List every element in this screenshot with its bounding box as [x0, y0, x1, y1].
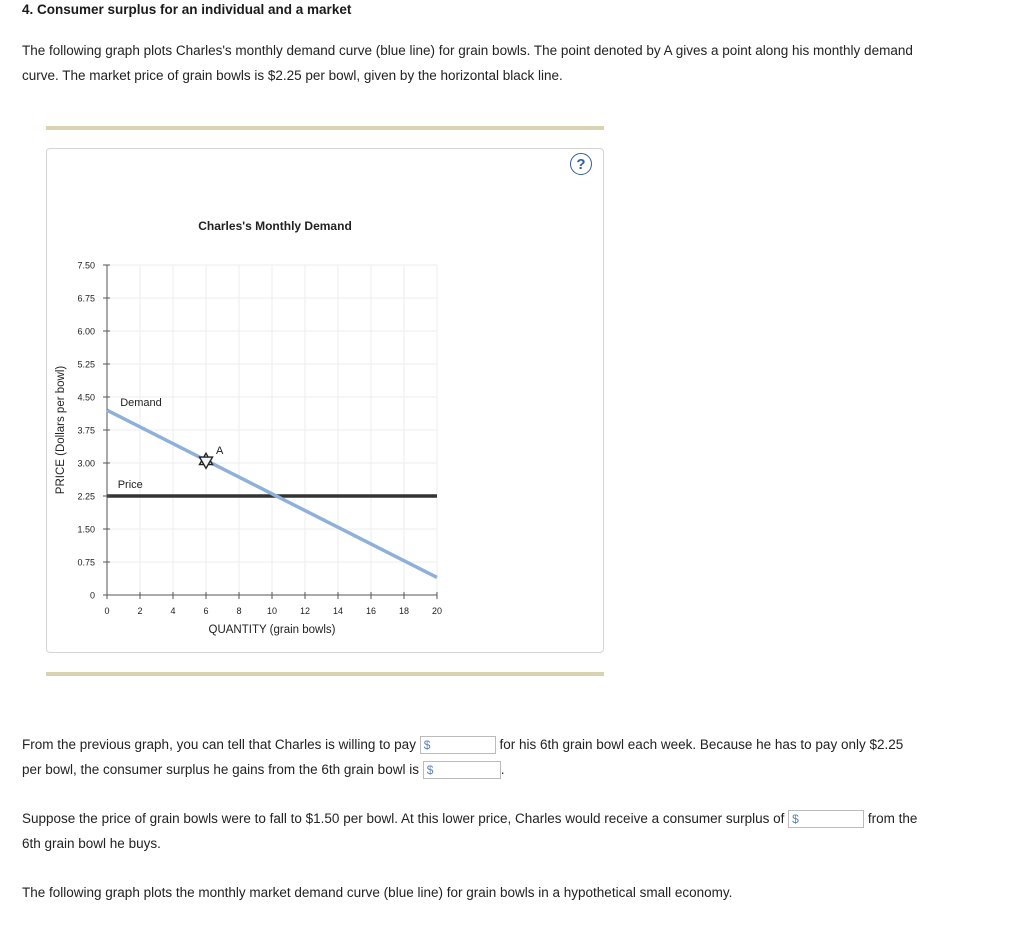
- intro-line-1: The following graph plots Charles's monthly demand curve (blue line) for grain bowls. The point denoted by A gives a point along his monthly demand: [22, 43, 913, 58]
- demand-line-label: Demand: [120, 397, 162, 410]
- question-1-text-2: for his 6th grain bowl each week. Because he has to pay only $2.25: [499, 737, 904, 752]
- x-tick-label: 8: [236, 606, 242, 616]
- question-1-text-3: per bowl, the consumer surplus he gains from the 6th grain bowl is: [22, 762, 419, 777]
- question-1-line-2: [22, 758, 1002, 782]
- y-tick-label: 3.75: [77, 425, 95, 436]
- graph-top-rule: [46, 126, 604, 130]
- demand-chart: [46, 148, 602, 651]
- x-tick-label: 20: [431, 606, 443, 616]
- currency-symbol: $: [423, 738, 431, 753]
- point-a-label: A: [216, 444, 224, 457]
- chart-title: Charles's Monthly Demand: [198, 219, 352, 233]
- x-tick-label: 2: [137, 606, 143, 616]
- y-tick-label: 7.50: [77, 260, 95, 271]
- willingness-to-pay-field[interactable]: [420, 736, 496, 754]
- chart-ticks: [77, 261, 442, 617]
- y-tick-label: 1.50: [77, 524, 95, 535]
- help-icon[interactable]: ?: [570, 153, 592, 175]
- question-1-line-1: [22, 733, 1002, 757]
- y-tick-label: 4.50: [77, 392, 95, 403]
- chart-grid: [107, 265, 437, 595]
- consumer-surplus-field[interactable]: [423, 761, 501, 779]
- currency-symbol: $: [426, 763, 434, 778]
- y-tick-label: 0.75: [77, 557, 95, 568]
- x-tick-label: 12: [299, 606, 311, 616]
- y-tick-label: 2.25: [77, 491, 95, 502]
- question-1-text-4: .: [500, 762, 505, 777]
- y-tick-label: 6.75: [77, 293, 95, 304]
- x-tick-label: 16: [365, 606, 377, 616]
- currency-symbol: $: [792, 812, 799, 827]
- y-tick-label: 5.25: [77, 359, 95, 370]
- x-tick-label: 4: [170, 606, 176, 616]
- x-tick-label: 14: [332, 606, 344, 616]
- price-line-label: Price: [117, 479, 143, 491]
- lower-price-surplus-field[interactable]: [788, 810, 864, 828]
- question-1-text-1: From the previous graph, you can tell that Charles is willing to pay: [22, 737, 416, 752]
- question-2-text-2: from the: [867, 811, 918, 826]
- intro-line-2: curve. The market price of grain bowls is $2.25 per bowl, given by the horizontal black line.: [22, 68, 563, 83]
- x-tick-label: 10: [266, 606, 278, 616]
- y-tick-label: 3.00: [77, 458, 95, 469]
- x-tick-label: 6: [203, 606, 209, 616]
- y-tick-label: 6.00: [77, 326, 95, 337]
- consumer-surplus-input[interactable]: [424, 766, 500, 782]
- willingness-to-pay-input[interactable]: [421, 741, 495, 757]
- x-axis-label: QUANTITY (grain bowls): [208, 624, 336, 636]
- question-2-line-1: [22, 807, 1002, 831]
- lower-price-surplus-input[interactable]: [789, 815, 863, 831]
- y-tick-label: 0: [89, 590, 95, 601]
- y-axis-label: PRICE (Dollars per bowl): [55, 365, 67, 495]
- x-tick-label: 0: [104, 606, 110, 616]
- question-2-line-2: 6th grain bowl he buys.: [22, 836, 161, 851]
- x-tick-label: 18: [398, 606, 410, 616]
- outro-text: The following graph plots the monthly market demand curve (blue line) for grain bowls in a hypothetical small economy.: [22, 885, 733, 900]
- question-2-text-1: Suppose the price of grain bowls were to fall to $1.50 per bowl. At this lower price, Charles would receive a consumer surplus of: [22, 811, 785, 826]
- section-heading: 4. Consumer surplus for an individual and a market: [22, 2, 352, 17]
- graph-bottom-rule: [46, 672, 604, 676]
